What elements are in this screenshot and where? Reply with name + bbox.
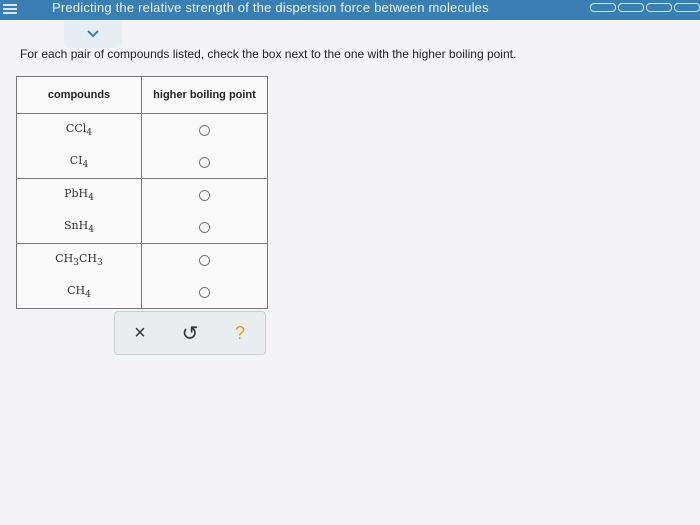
compound-cell bbox=[17, 114, 142, 147]
compound-formula: CI bbox=[69, 153, 83, 167]
undo-button[interactable] bbox=[175, 318, 205, 348]
answer-cell bbox=[142, 179, 268, 212]
clear-button[interactable] bbox=[125, 318, 155, 348]
column-header-compounds: compounds bbox=[17, 77, 142, 114]
compound-formula: CH bbox=[67, 283, 86, 297]
formula-subscript: 4 bbox=[82, 159, 89, 171]
answer-radio[interactable] bbox=[199, 157, 210, 168]
progress-segment bbox=[646, 3, 672, 12]
compound-formula: SnH bbox=[63, 218, 89, 232]
help-button[interactable] bbox=[225, 318, 255, 348]
answer-radio[interactable] bbox=[199, 190, 210, 201]
answer-cell bbox=[142, 146, 268, 179]
header-bar bbox=[0, 0, 700, 20]
compound-formula: CH bbox=[55, 251, 74, 265]
formula-subscript: 4 bbox=[85, 289, 91, 301]
compound-cell bbox=[17, 211, 142, 244]
formula-subscript: 4 bbox=[86, 127, 93, 139]
compounds-table bbox=[16, 76, 268, 309]
column-header-higher-boiling-point: higher boiling point bbox=[142, 77, 268, 114]
progress-segment bbox=[618, 3, 644, 12]
chevron-down-icon bbox=[87, 30, 99, 38]
progress-segment bbox=[590, 3, 616, 12]
menu-icon[interactable] bbox=[3, 2, 17, 16]
compound-cell bbox=[17, 146, 142, 179]
answer-cell bbox=[142, 244, 268, 277]
collapse-button[interactable] bbox=[64, 20, 122, 48]
answer-cell bbox=[142, 276, 268, 309]
answer-cell bbox=[142, 114, 268, 147]
page-title: Predicting the relative strength of the dispersion force between molecules bbox=[52, 0, 489, 15]
formula-subscript: 3 bbox=[73, 257, 79, 269]
compound-formula: CCl bbox=[65, 121, 87, 135]
compound-formula: CH bbox=[79, 251, 98, 265]
compound-cell bbox=[17, 244, 142, 277]
answer-radio[interactable] bbox=[199, 222, 210, 233]
action-toolbar bbox=[114, 311, 266, 355]
help-icon: ? bbox=[234, 322, 245, 343]
compound-formula: PbH bbox=[64, 186, 89, 200]
instruction-text: For each pair of compounds listed, check the box next to the one with the higher boiling point. bbox=[20, 47, 517, 61]
progress-indicator bbox=[590, 3, 700, 12]
answer-radio[interactable] bbox=[199, 287, 210, 298]
answer-cell bbox=[142, 211, 268, 244]
formula-subscript: 4 bbox=[88, 192, 94, 204]
compound-cell bbox=[17, 276, 142, 309]
answer-radio[interactable] bbox=[199, 125, 210, 136]
formula-subscript: 4 bbox=[88, 224, 95, 236]
progress-segment bbox=[674, 3, 700, 12]
close-icon: × bbox=[134, 321, 146, 344]
undo-icon: ↺ bbox=[181, 322, 199, 345]
formula-subscript: 3 bbox=[97, 257, 103, 269]
answer-radio[interactable] bbox=[199, 255, 210, 266]
compound-cell bbox=[17, 179, 142, 212]
